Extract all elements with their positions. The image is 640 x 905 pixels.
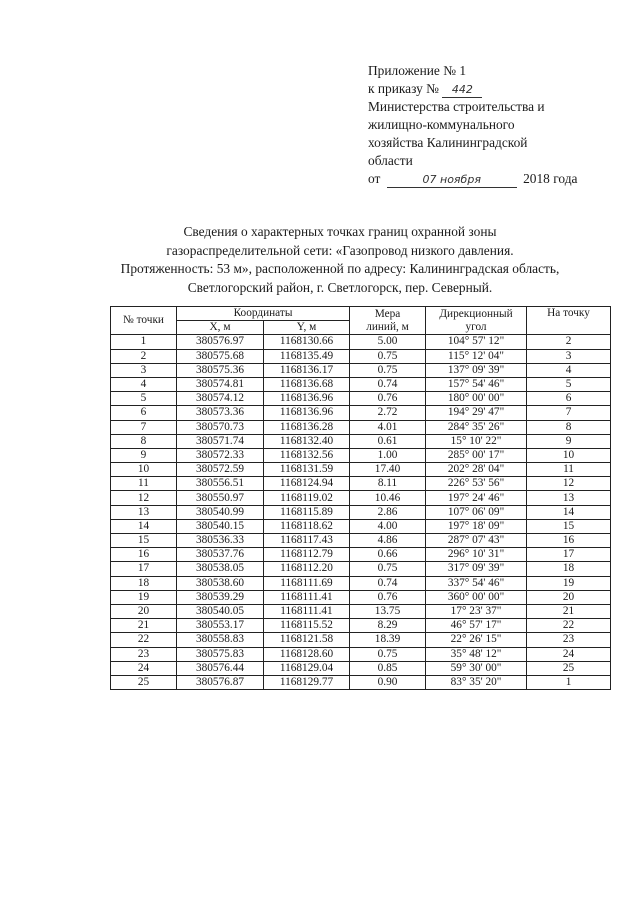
to-point-cell: 7 bbox=[527, 406, 611, 420]
header-coordinates: Координаты bbox=[177, 307, 350, 321]
y-coordinate-cell: 1168111.41 bbox=[264, 604, 350, 618]
header-to-point: На точку bbox=[527, 307, 611, 335]
to-point-cell: 21 bbox=[527, 604, 611, 618]
title-line-2: газораспределительной сети: «Газопровод низкого давления. bbox=[166, 242, 514, 258]
to-point-cell: 12 bbox=[527, 477, 611, 491]
y-coordinate-cell: 1168111.69 bbox=[264, 576, 350, 590]
x-coordinate-cell: 380575.36 bbox=[177, 363, 264, 377]
line-length-cell: 2.86 bbox=[350, 505, 426, 519]
line-length-cell: 10.46 bbox=[350, 491, 426, 505]
order-date bbox=[368, 170, 628, 188]
table-row bbox=[111, 534, 611, 548]
order-prefix: к приказу № bbox=[368, 81, 439, 96]
table-row bbox=[111, 363, 611, 377]
y-coordinate-cell: 1168132.40 bbox=[264, 434, 350, 448]
point-number-cell: 6 bbox=[111, 406, 177, 420]
x-coordinate-cell: 380537.76 bbox=[177, 548, 264, 562]
line-length-cell: 1.00 bbox=[350, 448, 426, 462]
x-coordinate-cell: 380553.17 bbox=[177, 619, 264, 633]
x-coordinate-cell: 380538.05 bbox=[177, 562, 264, 576]
x-coordinate-cell: 380550.97 bbox=[177, 491, 264, 505]
point-number-cell: 22 bbox=[111, 633, 177, 647]
direction-angle-cell: 202° 28' 04" bbox=[426, 463, 527, 477]
line-length-cell: 0.76 bbox=[350, 392, 426, 406]
direction-angle-cell: 104° 57' 12" bbox=[426, 335, 527, 349]
x-coordinate-cell: 380573.36 bbox=[177, 406, 264, 420]
point-number-cell: 11 bbox=[111, 477, 177, 491]
to-point-cell: 9 bbox=[527, 434, 611, 448]
direction-angle-cell: 15° 10' 22" bbox=[426, 434, 527, 448]
point-number-cell: 8 bbox=[111, 434, 177, 448]
point-number-cell: 5 bbox=[111, 392, 177, 406]
to-point-cell: 20 bbox=[527, 590, 611, 604]
line-length-cell: 4.86 bbox=[350, 534, 426, 548]
y-coordinate-cell: 1168136.28 bbox=[264, 420, 350, 434]
line-length-cell: 0.74 bbox=[350, 576, 426, 590]
direction-angle-cell: 35° 48' 12" bbox=[426, 647, 527, 661]
appendix-header bbox=[368, 62, 628, 188]
direction-angle-cell: 337° 54' 46" bbox=[426, 576, 527, 590]
point-number-cell: 24 bbox=[111, 661, 177, 675]
table-row bbox=[111, 491, 611, 505]
ministry-line-1: Министерства строительства и bbox=[368, 99, 545, 114]
order-reference bbox=[368, 80, 628, 98]
x-coordinate-cell: 380575.83 bbox=[177, 647, 264, 661]
point-number-cell: 21 bbox=[111, 619, 177, 633]
direction-angle-cell: 194° 29' 47" bbox=[426, 406, 527, 420]
y-coordinate-cell: 1168112.20 bbox=[264, 562, 350, 576]
x-coordinate-cell: 380540.99 bbox=[177, 505, 264, 519]
line-length-cell: 0.61 bbox=[350, 434, 426, 448]
to-point-cell: 6 bbox=[527, 392, 611, 406]
to-point-cell: 8 bbox=[527, 420, 611, 434]
line-length-cell: 13.75 bbox=[350, 604, 426, 618]
to-point-cell: 2 bbox=[527, 335, 611, 349]
point-number-cell: 25 bbox=[111, 675, 177, 689]
x-coordinate-cell: 380574.81 bbox=[177, 377, 264, 391]
line-length-cell: 8.11 bbox=[350, 477, 426, 491]
header-y: Y, м bbox=[264, 321, 350, 335]
to-point-cell: 4 bbox=[527, 363, 611, 377]
y-coordinate-cell: 1168128.60 bbox=[264, 647, 350, 661]
point-number-cell: 23 bbox=[111, 647, 177, 661]
point-number-cell: 17 bbox=[111, 562, 177, 576]
direction-angle-cell: 226° 53' 56" bbox=[426, 477, 527, 491]
direction-angle-cell: 285° 00' 17" bbox=[426, 448, 527, 462]
direction-angle-cell: 59° 30' 00" bbox=[426, 661, 527, 675]
table-row bbox=[111, 590, 611, 604]
y-coordinate-cell: 1168119.02 bbox=[264, 491, 350, 505]
x-coordinate-cell: 380538.60 bbox=[177, 576, 264, 590]
order-number-handwritten: 442 bbox=[442, 83, 482, 98]
to-point-cell: 18 bbox=[527, 562, 611, 576]
date-suffix: 2018 года bbox=[523, 171, 578, 186]
to-point-cell: 5 bbox=[527, 377, 611, 391]
to-point-cell: 1 bbox=[527, 675, 611, 689]
line-length-cell: 0.90 bbox=[350, 675, 426, 689]
table-row bbox=[111, 349, 611, 363]
direction-angle-cell: 296° 10' 31" bbox=[426, 548, 527, 562]
header-x: X, м bbox=[177, 321, 264, 335]
point-number-cell: 15 bbox=[111, 534, 177, 548]
y-coordinate-cell: 1168136.68 bbox=[264, 377, 350, 391]
to-point-cell: 14 bbox=[527, 505, 611, 519]
point-number-cell: 10 bbox=[111, 463, 177, 477]
direction-angle-cell: 197° 24' 46" bbox=[426, 491, 527, 505]
table-row bbox=[111, 633, 611, 647]
line-length-cell: 0.75 bbox=[350, 647, 426, 661]
x-coordinate-cell: 380540.15 bbox=[177, 519, 264, 533]
table-row bbox=[111, 505, 611, 519]
point-number-cell: 9 bbox=[111, 448, 177, 462]
line-length-cell: 0.74 bbox=[350, 377, 426, 391]
point-number-cell: 3 bbox=[111, 363, 177, 377]
y-coordinate-cell: 1168117.43 bbox=[264, 534, 350, 548]
x-coordinate-cell: 380574.12 bbox=[177, 392, 264, 406]
table-row bbox=[111, 576, 611, 590]
x-coordinate-cell: 380572.59 bbox=[177, 463, 264, 477]
y-coordinate-cell: 1168136.17 bbox=[264, 363, 350, 377]
table-row bbox=[111, 463, 611, 477]
line-length-cell: 8.29 bbox=[350, 619, 426, 633]
date-prefix: от bbox=[368, 171, 381, 186]
direction-angle-cell: 284° 35' 26" bbox=[426, 420, 527, 434]
header-direction-angle-2: угол bbox=[465, 320, 487, 333]
ministry-line-3: хозяйства Калининградской bbox=[368, 135, 528, 150]
boundary-points-table bbox=[110, 306, 611, 690]
to-point-cell: 25 bbox=[527, 661, 611, 675]
header-direction-angle bbox=[426, 307, 527, 335]
to-point-cell: 23 bbox=[527, 633, 611, 647]
line-length-cell: 2.72 bbox=[350, 406, 426, 420]
y-coordinate-cell: 1168131.59 bbox=[264, 463, 350, 477]
y-coordinate-cell: 1168136.96 bbox=[264, 392, 350, 406]
header-line-length-1: Мера bbox=[374, 307, 401, 320]
x-coordinate-cell: 380539.29 bbox=[177, 590, 264, 604]
direction-angle-cell: 107° 06' 09" bbox=[426, 505, 527, 519]
table-row bbox=[111, 519, 611, 533]
line-length-cell: 0.85 bbox=[350, 661, 426, 675]
table-row bbox=[111, 647, 611, 661]
table-row bbox=[111, 448, 611, 462]
direction-angle-cell: 180° 00' 00" bbox=[426, 392, 527, 406]
y-coordinate-cell: 1168115.52 bbox=[264, 619, 350, 633]
direction-angle-cell: 83° 35' 20" bbox=[426, 675, 527, 689]
line-length-cell: 0.75 bbox=[350, 349, 426, 363]
table-row bbox=[111, 420, 611, 434]
to-point-cell: 22 bbox=[527, 619, 611, 633]
direction-angle-cell: 137° 09' 39" bbox=[426, 363, 527, 377]
table-row bbox=[111, 477, 611, 491]
x-coordinate-cell: 380572.33 bbox=[177, 448, 264, 462]
y-coordinate-cell: 1168115.89 bbox=[264, 505, 350, 519]
appendix-title: Приложение № 1 bbox=[368, 63, 467, 78]
y-coordinate-cell: 1168124.94 bbox=[264, 477, 350, 491]
point-number-cell: 12 bbox=[111, 491, 177, 505]
y-coordinate-cell: 1168112.79 bbox=[264, 548, 350, 562]
to-point-cell: 24 bbox=[527, 647, 611, 661]
point-number-cell: 16 bbox=[111, 548, 177, 562]
x-coordinate-cell: 380575.68 bbox=[177, 349, 264, 363]
header-line-length-2: линий, м bbox=[366, 320, 409, 333]
table-row bbox=[111, 392, 611, 406]
point-number-cell: 7 bbox=[111, 420, 177, 434]
table-row bbox=[111, 661, 611, 675]
table-row bbox=[111, 675, 611, 689]
title-line-4: Светлогорский район, г. Светлогорск, пер. Северный. bbox=[187, 279, 493, 295]
direction-angle-cell: 46° 57' 17" bbox=[426, 619, 527, 633]
line-length-cell: 4.01 bbox=[350, 420, 426, 434]
table-row bbox=[111, 562, 611, 576]
y-coordinate-cell: 1168136.96 bbox=[264, 406, 350, 420]
to-point-cell: 3 bbox=[527, 349, 611, 363]
header-line-length bbox=[350, 307, 426, 335]
ministry-line-4: области bbox=[368, 153, 413, 168]
point-number-cell: 4 bbox=[111, 377, 177, 391]
point-number-cell: 13 bbox=[111, 505, 177, 519]
to-point-cell: 17 bbox=[527, 548, 611, 562]
y-coordinate-cell: 1168111.41 bbox=[264, 590, 350, 604]
x-coordinate-cell: 380571.74 bbox=[177, 434, 264, 448]
ministry-line-2: жилищно-коммунального bbox=[368, 117, 515, 132]
title-line-3: Протяженность: 53 м», расположенной по адресу: Калининградская область, bbox=[120, 261, 560, 276]
y-coordinate-cell: 1168132.56 bbox=[264, 448, 350, 462]
to-point-cell: 19 bbox=[527, 576, 611, 590]
line-length-cell: 0.66 bbox=[350, 548, 426, 562]
line-length-cell: 17.40 bbox=[350, 463, 426, 477]
point-number-cell: 19 bbox=[111, 590, 177, 604]
x-coordinate-cell: 380570.73 bbox=[177, 420, 264, 434]
y-coordinate-cell: 1168121.58 bbox=[264, 633, 350, 647]
x-coordinate-cell: 380558.83 bbox=[177, 633, 264, 647]
y-coordinate-cell: 1168118.62 bbox=[264, 519, 350, 533]
x-coordinate-cell: 380576.87 bbox=[177, 675, 264, 689]
to-point-cell: 15 bbox=[527, 519, 611, 533]
table-row bbox=[111, 604, 611, 618]
title-line-1: Сведения о характерных точках границ охранной зоны bbox=[183, 224, 497, 239]
direction-angle-cell: 317° 09' 39" bbox=[426, 562, 527, 576]
table-row bbox=[111, 377, 611, 391]
table-row bbox=[111, 548, 611, 562]
line-length-cell: 0.75 bbox=[350, 363, 426, 377]
y-coordinate-cell: 1168129.04 bbox=[264, 661, 350, 675]
point-number-cell: 20 bbox=[111, 604, 177, 618]
to-point-cell: 13 bbox=[527, 491, 611, 505]
document-title bbox=[60, 223, 620, 297]
header-direction-angle-1: Дирекционный bbox=[439, 307, 513, 320]
to-point-cell: 16 bbox=[527, 534, 611, 548]
direction-angle-cell: 17° 23' 37" bbox=[426, 604, 527, 618]
header-point-number: № точки bbox=[111, 307, 177, 335]
point-number-cell: 18 bbox=[111, 576, 177, 590]
x-coordinate-cell: 380540.05 bbox=[177, 604, 264, 618]
direction-angle-cell: 115° 12' 04" bbox=[426, 349, 527, 363]
table-row bbox=[111, 434, 611, 448]
table-row bbox=[111, 406, 611, 420]
direction-angle-cell: 22° 26' 15" bbox=[426, 633, 527, 647]
line-length-cell: 5.00 bbox=[350, 335, 426, 349]
table-header bbox=[111, 307, 611, 335]
table-body bbox=[111, 335, 611, 690]
to-point-cell: 10 bbox=[527, 448, 611, 462]
line-length-cell: 0.76 bbox=[350, 590, 426, 604]
point-number-cell: 14 bbox=[111, 519, 177, 533]
date-handwritten: 07 ноября bbox=[387, 173, 517, 188]
point-number-cell: 1 bbox=[111, 335, 177, 349]
direction-angle-cell: 287° 07' 43" bbox=[426, 534, 527, 548]
to-point-cell: 11 bbox=[527, 463, 611, 477]
line-length-cell: 0.75 bbox=[350, 562, 426, 576]
x-coordinate-cell: 380576.97 bbox=[177, 335, 264, 349]
point-number-cell: 2 bbox=[111, 349, 177, 363]
y-coordinate-cell: 1168130.66 bbox=[264, 335, 350, 349]
x-coordinate-cell: 380576.44 bbox=[177, 661, 264, 675]
table-row bbox=[111, 335, 611, 349]
direction-angle-cell: 197° 18' 09" bbox=[426, 519, 527, 533]
direction-angle-cell: 360° 00' 00" bbox=[426, 590, 527, 604]
line-length-cell: 18.39 bbox=[350, 633, 426, 647]
y-coordinate-cell: 1168135.49 bbox=[264, 349, 350, 363]
table-row bbox=[111, 619, 611, 633]
x-coordinate-cell: 380536.33 bbox=[177, 534, 264, 548]
x-coordinate-cell: 380556.51 bbox=[177, 477, 264, 491]
line-length-cell: 4.00 bbox=[350, 519, 426, 533]
direction-angle-cell: 157° 54' 46" bbox=[426, 377, 527, 391]
y-coordinate-cell: 1168129.77 bbox=[264, 675, 350, 689]
